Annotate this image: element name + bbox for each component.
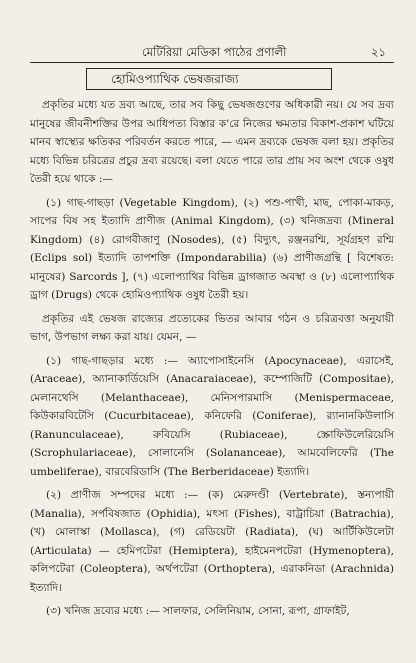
running-title: মেটিরিয়া মেডিকা পাঠের প্রণালী bbox=[142, 45, 287, 59]
header-rule bbox=[30, 62, 394, 63]
body-text bbox=[30, 96, 394, 626]
paragraph-sources-list: (১) গাছ-গাছড়া (Vegetable Kingdom), (২) পশু-পাখী, মাছ, পোকা-মাকড়, সাপের বিষ সহ ইত্যাদি প্রাণীজ (Animal Kingdom), (৩) খনিজদ্রব্য (Mineral Kingdom) (৪) রোগবীজাণু (Nosodes), (৫) বিদ্যুৎ, রঞ্জনরশ্মি, সূর্যগ্রহণ রশ্মি (Eclips sol) ইত্যাদি তাপশক্তি (Impondarabilia) (৬) প্রাণীজগ্রন্থি [ বিশেষত: মানুষের) Sarcords ], (৭) এলোপ্যাথির বিভিন্ন ড্রাগজাত অবস্থা ও (৮) এলোপ্যাথিক ড্রাগ (Drugs) থেকে হোমিওপ্যাথিক ওষুধ তৈরী হয়। bbox=[30, 196, 394, 301]
paragraph-mineral-sources: (৩) খনিজ দ্রব্যের মধ্যে :— সালফার, সেলিনিয়াম, সোনা, রূপা, গ্রাফাইট, bbox=[46, 605, 350, 617]
paragraph-intro: প্রকৃতির মধ্যে যত দ্রব্য আছে, তার সব কিছু ভেষজগুণের অধিকারী নয়। যে সব দ্রব্য মানুষের জীবনীশক্তির উপর আধিপত্য বিস্তার ক'রে নিজের ক্ষমতার বিকাশ-প্রকাশ ঘটিয়ে মানব স্বাস্থ্যের ক্ষতিকর পরিবর্তন করতে পারে, — এমন দ্রব্যকে ভেষজ বলা হয়। প্রকৃতির মধ্যে বিভিন্ন চরিত্রের প্রচুর দ্রব্য রয়েছে। বলা যেতে পারে তার প্রায় সব অংশ থেকে ওষুধ তৈরী হয়ে থাকে :— bbox=[30, 99, 394, 185]
paragraph-plant-families: (১) গাছ-গাছড়ার মধ্যে :— অ্যাপোসাইনেসি (Apocynaceae), এরাসেই, (Araceae), অ্যানাকার্ডিয়েসি (Anacaraiaceae), কম্পোজিটি (Compositae), মেলানথেসি (Melanthaceae), মেনিসপারমাসি (Menispermaceae, কিউকারবিটেসি (Cucurbitaceae), কনিফেরি (Coniferae), র‍্যানানকিউলাসি (Ranunculaceae), রুবিয়েসি (Rubiaceae), স্ক্রোফিউলেরিয়েসি (Scrophulariaceae), সোলানেসি (Solananceae), আমবেলিফেরি (The umbeliferae), বারবেরিডাসি (The Berberidaceae) ইত্যাদি। bbox=[30, 354, 394, 478]
page-number: ২১ bbox=[371, 45, 386, 59]
paragraph-classification: প্রকৃতির এই ভেষজ রাজ্যের প্রত্যেকের ভিতর আবার গঠন ও চরিত্রবত্তা অনুযায়ী ভাগ, উপভাগ লক্ষ্য করা যায়। যেমন, — bbox=[30, 312, 394, 343]
section-heading: হোমিওপ্যাথিক ভেষজরাজ্য bbox=[86, 68, 332, 90]
paragraph-animal-sources: (২) প্রাণীজ সম্পদের মধ্যে :— (ক) মেরুদণ্ডী (Vertebrate), স্তন্যপায়ী (Manalia), সর্পবিষজাত (Ophidia), মৎস্য (Fishes), বাট্রাচিয়া (Batrachia), (খ) মোলাস্কা (Mollasca), (গ) রেডিয়েটা (Radiata), (ঘ) আর্টিকিউলেটা (Articulata) — হেমিপটেরা (Hemiptera), হাইমেনপটেরা (Hymenoptera), কলিপটেরা (Coleoptera), অর্থপটেরা (Orthoptera), এরাকনিডা (Arachnida) ইত্যাদি। bbox=[30, 489, 394, 594]
